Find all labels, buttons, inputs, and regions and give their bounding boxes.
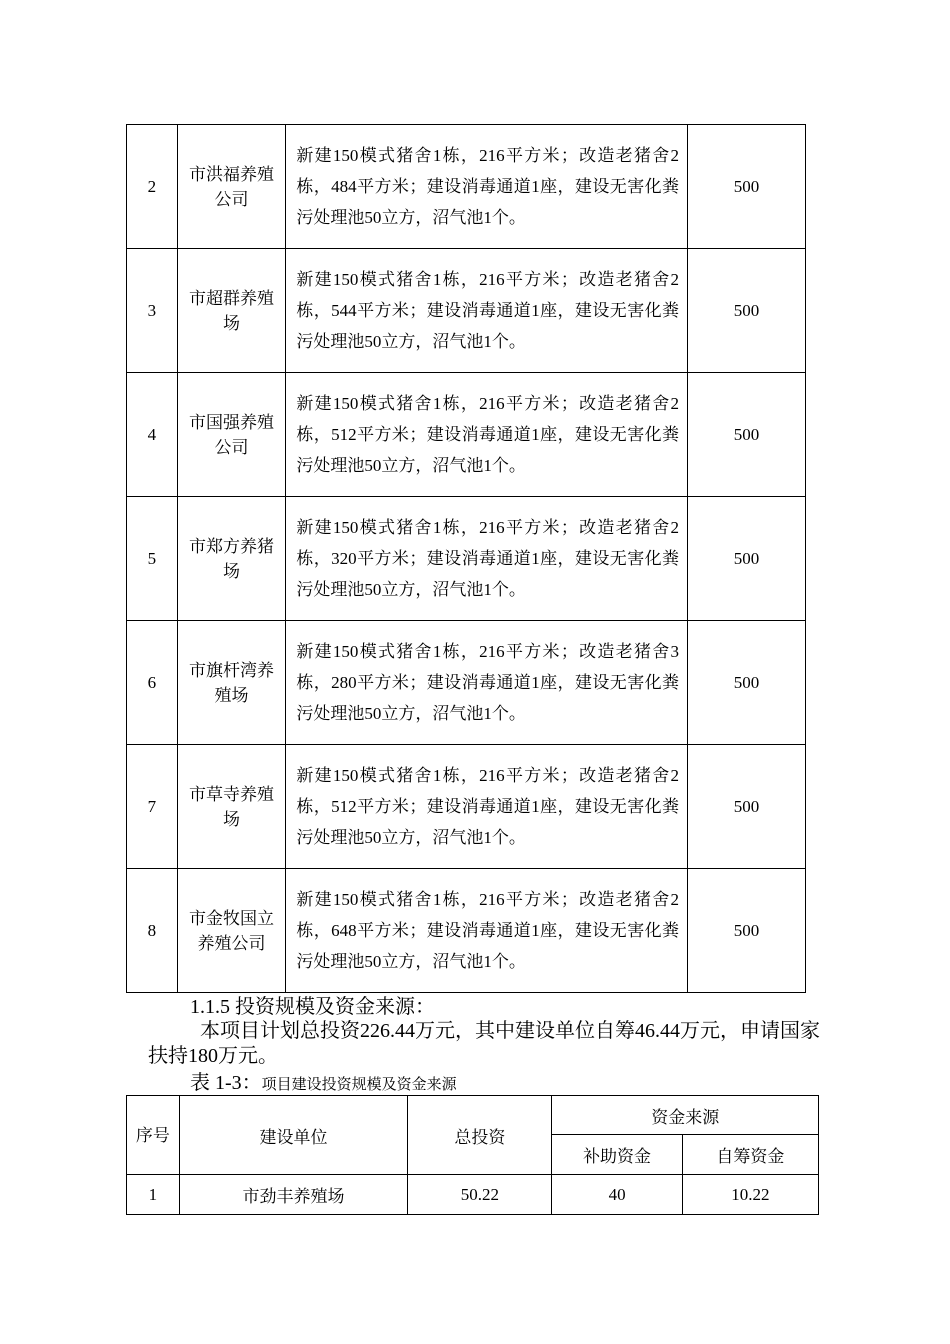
funding-table bbox=[126, 1095, 819, 1215]
header-unit: 建设单位 bbox=[179, 1096, 407, 1175]
table-row bbox=[127, 1175, 819, 1215]
row-number: 3 bbox=[127, 249, 178, 373]
investment-paragraph bbox=[148, 1019, 828, 1069]
row-number: 5 bbox=[127, 497, 178, 621]
unit-name: 市洪福养殖公司 bbox=[177, 125, 286, 249]
row-number: 4 bbox=[127, 373, 178, 497]
header-source: 资金来源 bbox=[552, 1096, 819, 1135]
construction-content: 新建150模式猪舍1栋，216平方米；改造老猪舍2栋，484平方米；建设消毒通道1座，建设无害化粪污处理池50立方，沼气池1个。 bbox=[286, 125, 688, 249]
unit-name: 市国强养殖公司 bbox=[177, 373, 286, 497]
table-row bbox=[127, 373, 806, 497]
table-row bbox=[127, 125, 806, 249]
row-number: 7 bbox=[127, 745, 178, 869]
fund-total: 50.22 bbox=[408, 1175, 552, 1215]
amount: 500 bbox=[688, 869, 806, 993]
header-total: 总投资 bbox=[408, 1096, 552, 1175]
project-table-body bbox=[127, 125, 806, 993]
row-number: 2 bbox=[127, 125, 178, 249]
caption-label: 表 1-3： bbox=[190, 1072, 262, 1094]
table-row bbox=[127, 869, 806, 993]
header-row bbox=[127, 1096, 819, 1135]
amount: 500 bbox=[688, 497, 806, 621]
unit-name: 市金牧国立养殖公司 bbox=[177, 869, 286, 993]
section-heading: 1.1.5 投资规模及资金来源： bbox=[190, 996, 435, 1018]
construction-content: 新建150模式猪舍1栋，216平方米；改造老猪舍2栋，648平方米；建设消毒通道1座，建设无害化粪污处理池50立方，沼气池1个。 bbox=[286, 869, 688, 993]
paragraph-text: 本项目计划总投资226.44万元，其中建设单位自筹46.44万元，申请国家扶持180万元。 bbox=[148, 1020, 820, 1067]
table-row bbox=[127, 745, 806, 869]
unit-name: 市郑方养猪场 bbox=[177, 497, 286, 621]
fund-self-funded: 10.22 bbox=[682, 1175, 818, 1215]
construction-content: 新建150模式猪舍1栋，216平方米；改造老猪舍2栋，512平方米；建设消毒通道1座，建设无害化粪污处理池50立方，沼气池1个。 bbox=[286, 745, 688, 869]
table-row bbox=[127, 249, 806, 373]
fund-subsidy: 40 bbox=[552, 1175, 682, 1215]
amount: 500 bbox=[688, 249, 806, 373]
construction-content: 新建150模式猪舍1栋，216平方米；改造老猪舍2栋，320平方米；建设消毒通道1座，建设无害化粪污处理池50立方，沼气池1个。 bbox=[286, 497, 688, 621]
row-number: 8 bbox=[127, 869, 178, 993]
header-subsidy: 补助资金 bbox=[552, 1135, 682, 1175]
unit-name: 市旗杆湾养殖场 bbox=[177, 621, 286, 745]
project-table bbox=[126, 124, 806, 993]
amount: 500 bbox=[688, 621, 806, 745]
table-caption bbox=[190, 1071, 457, 1097]
table-row bbox=[127, 621, 806, 745]
construction-content: 新建150模式猪舍1栋，216平方米；改造老猪舍3栋，280平方米；建设消毒通道1座，建设无害化粪污处理池50立方，沼气池1个。 bbox=[286, 621, 688, 745]
fund-row-number: 1 bbox=[127, 1175, 180, 1215]
unit-name: 市超群养殖场 bbox=[177, 249, 286, 373]
table-row bbox=[127, 497, 806, 621]
header-no: 序号 bbox=[127, 1096, 180, 1175]
amount: 500 bbox=[688, 745, 806, 869]
funding-table-body bbox=[127, 1096, 819, 1215]
header-self-funded: 自筹资金 bbox=[682, 1135, 818, 1175]
row-number: 6 bbox=[127, 621, 178, 745]
caption-title: 项目建设投资规模及资金来源 bbox=[261, 1077, 457, 1093]
construction-content: 新建150模式猪舍1栋，216平方米；改造老猪舍2栋，544平方米；建设消毒通道1座，建设无害化粪污处理池50立方，沼气池1个。 bbox=[286, 249, 688, 373]
amount: 500 bbox=[688, 125, 806, 249]
construction-content: 新建150模式猪舍1栋，216平方米；改造老猪舍2栋，512平方米；建设消毒通道1座，建设无害化粪污处理池50立方，沼气池1个。 bbox=[286, 373, 688, 497]
unit-name: 市草寺养殖场 bbox=[177, 745, 286, 869]
fund-unit-name: 市劲丰养殖场 bbox=[179, 1175, 407, 1215]
amount: 500 bbox=[688, 373, 806, 497]
